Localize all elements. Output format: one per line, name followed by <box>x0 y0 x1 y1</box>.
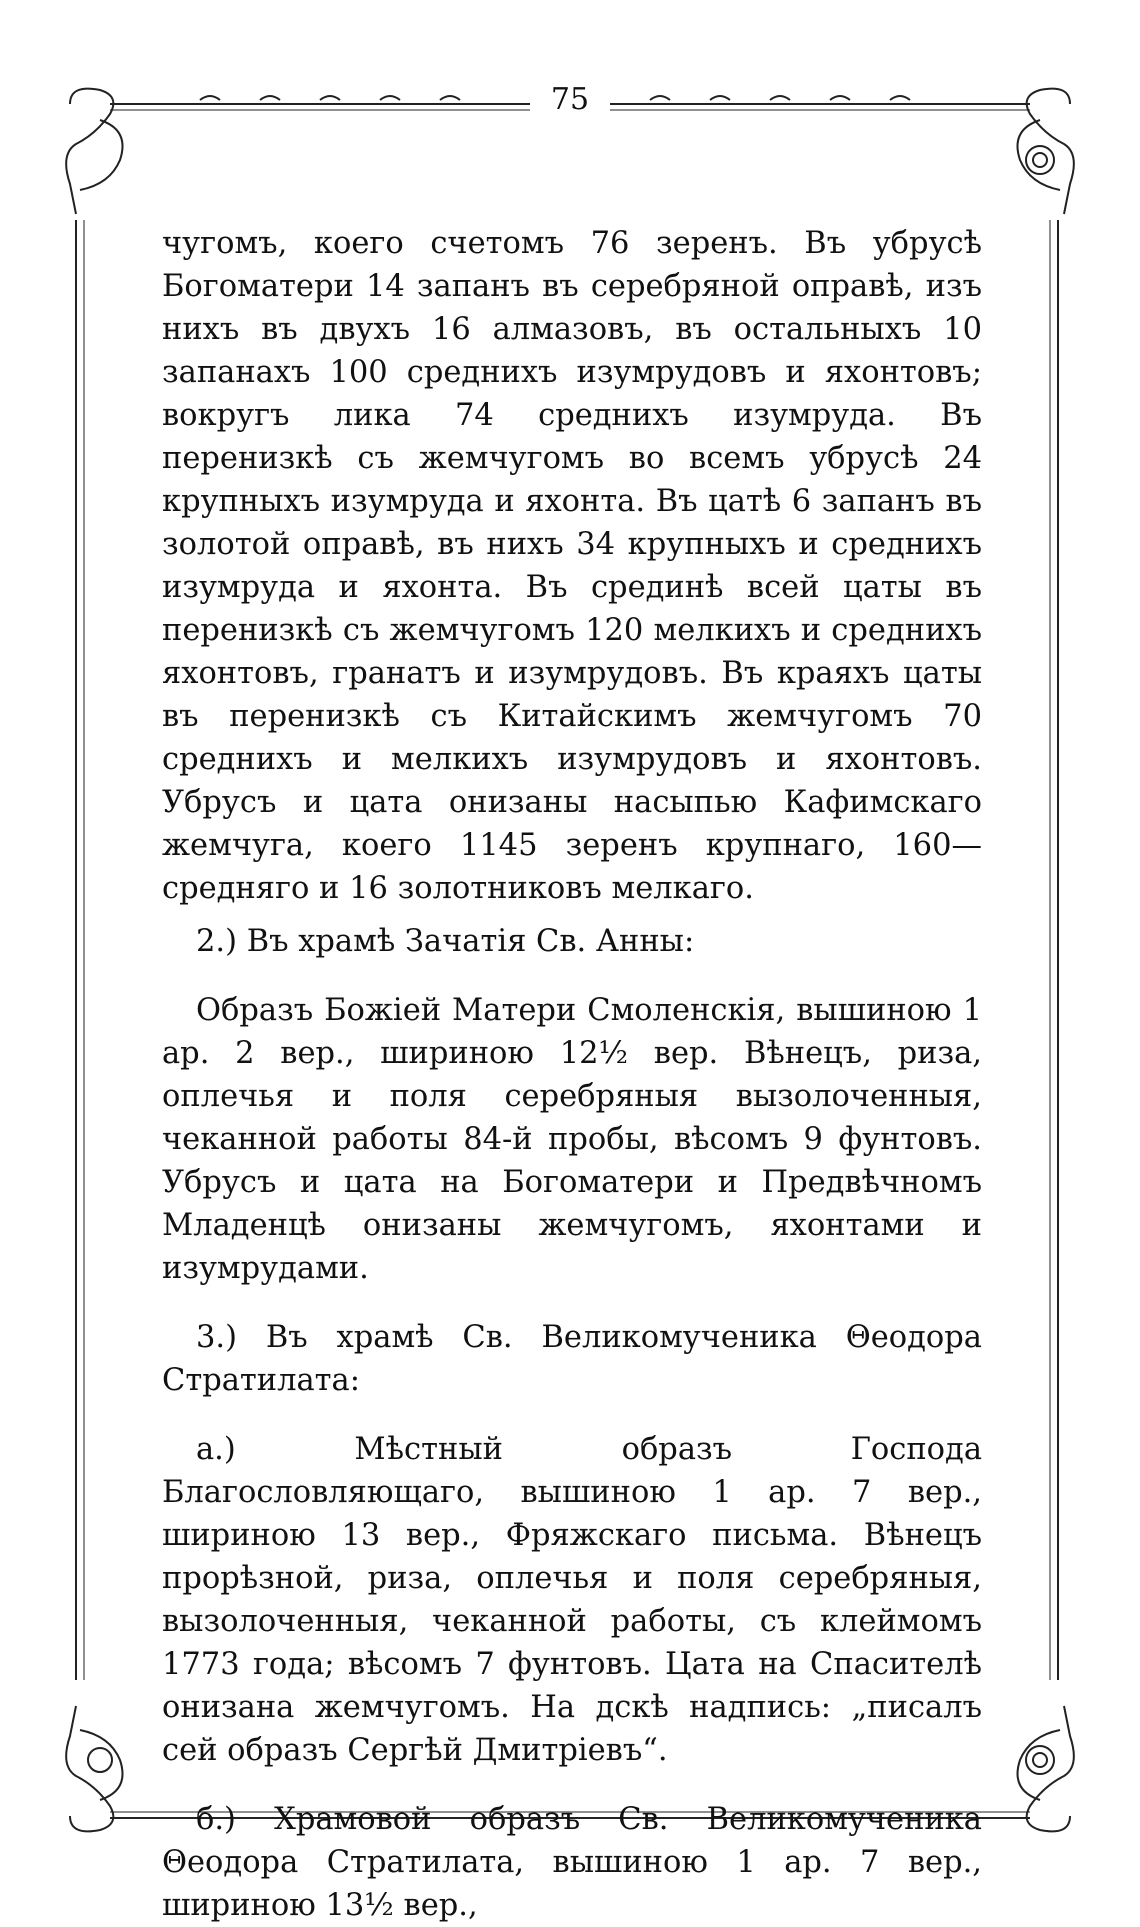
paragraph-6: б.) Храмовой образъ Св. Великомученика Θеодора Стратилата, вышиною 1 ар. 7 вер., шириною 13½ вер., <box>162 1802 982 1923</box>
paragraph-4: 3.) Въ храмѣ Св. Великомученика Θеодора Стратилата: <box>162 1320 982 1398</box>
page-text <box>162 222 982 1927</box>
paragraph-2: 2.) Въ храмѣ Зачатія Св. Анны: <box>196 924 695 959</box>
page-number: 75 <box>550 82 590 117</box>
paragraph-1: чугомъ, коего счетомъ 76 зеренъ. Въ убрусѣ Богоматери 14 запанъ въ серебряной оправѣ, изъ нихъ въ двухъ 16 алмазовъ, въ остальныхъ 10 запанахъ 100 среднихъ изумрудовъ и яхонтовъ; вокругъ лика 74 среднихъ изумруда. Въ перенизкѣ съ жемчугомъ во всемъ убрусѣ 24 крупныхъ изумруда и яхонта. Въ цатѣ 6 запанъ въ золотой оправѣ, въ нихъ 34 крупныхъ и среднихъ изумруда и яхонта. Въ срединѣ всей цаты въ перенизкѣ съ жемчугомъ 120 мелкихъ и среднихъ яхонтовъ, гранатъ и изумрудовъ. Въ краяхъ цаты въ перенизкѣ съ Китайскимъ жемчугомъ 70 среднихъ и мелкихъ изумрудовъ и яхонтовъ. Убрусъ и цата онизаны насыпью Кафимскаго жемчуга, коего 1145 зеренъ крупнаго, 160—средняго и 16 золотниковъ мелкаго. <box>162 226 982 906</box>
paragraph-3: Образъ Божіей Матери Смоленскія, вышиною 1 ар. 2 вер., шириною 12½ вер. Вѣнецъ, риза, оплечья и поля серебряныя вызолоченныя, чеканной работы 84-й пробы, вѣсомъ 9 фунтовъ. Убрусъ и цата на Богоматери и Предвѣчномъ Младенцѣ онизаны жемчугомъ, яхонтами и изумрудами. <box>162 993 982 1286</box>
paragraph-5: а.) Мѣстный образъ Господа Благословляющаго, вышиною 1 ар. 7 вер., шириною 13 вер., Фряжскаго письма. Вѣнецъ прорѣзной, риза, оплечья и поля серебряныя, вызолоченныя, чеканной работы, съ клеймомъ 1773 года; вѣсомъ 7 фунтовъ. Цата на Спасителѣ онизана жемчугомъ. На дскѣ надпись: „писалъ сей образъ Сергѣй Дмитріевъ“. <box>162 1432 982 1768</box>
